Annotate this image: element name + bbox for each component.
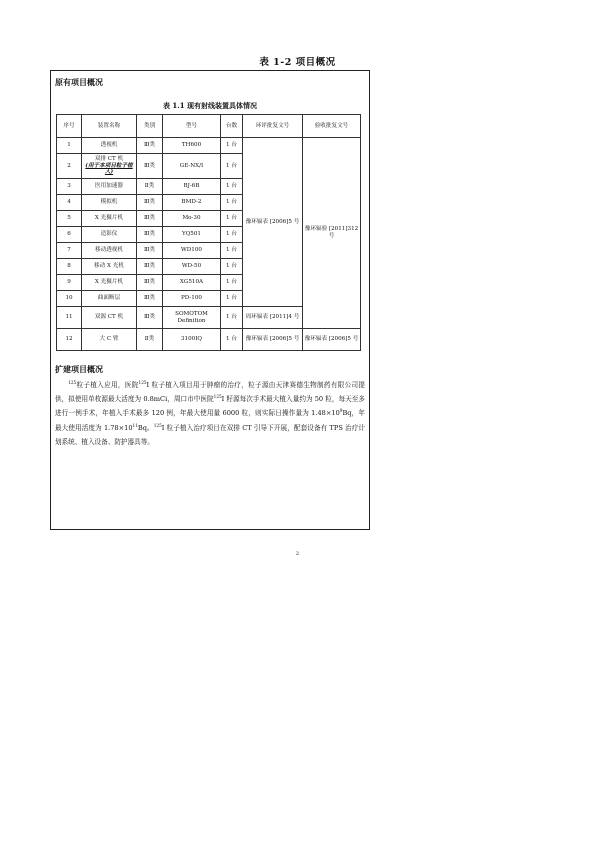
header-no: 序号: [57, 115, 82, 138]
cell-no: 9: [57, 275, 82, 291]
cell-model: WD-50: [163, 259, 221, 275]
header-name: 装置名称: [82, 115, 137, 138]
cell-model: XG510A: [163, 275, 221, 291]
cell-model: TH600: [163, 138, 221, 154]
cell-no: 4: [57, 195, 82, 211]
expansion-paragraph: [55, 378, 365, 449]
cell-name: 模拟机: [82, 195, 137, 211]
header-eia: 环评批复文号: [243, 115, 303, 138]
project-overview-frame: [50, 70, 370, 530]
exponent: 9: [339, 408, 343, 414]
cell-class: Ⅱ类: [137, 329, 163, 351]
cell-count: 1 台: [221, 138, 243, 154]
cell-model: BMD-2: [163, 195, 221, 211]
cell-name-note: (用于本项目粒子植入): [85, 162, 133, 176]
cell-name: 造影仪: [82, 227, 137, 243]
isotope-mass: 125: [68, 379, 77, 385]
cell-name: X 光摄片机: [82, 275, 137, 291]
para-text: Bq。: [137, 423, 154, 432]
table-caption: 表 1.1 现有射线装置具体情况: [162, 101, 258, 110]
cell-name: 移动透视机: [82, 243, 137, 259]
cell-acceptance: 豫环辐表 [2006]5 号: [303, 329, 361, 351]
table-row: [57, 329, 361, 351]
page-number: 2: [295, 551, 300, 557]
header-model: 型号: [163, 115, 221, 138]
cell-count: 1 台: [221, 227, 243, 243]
cell-no: 11: [57, 307, 82, 329]
cell-class: Ⅲ类: [137, 227, 163, 243]
cell-model: WD100: [163, 243, 221, 259]
para-text: I 粒子植入项目用于肿瘤的治疗，粒子源由天津赛德生物制药有限公司提供，拟使用单枚源最大活度为 0.8mCi，周口市中医院: [55, 381, 365, 404]
document-title: 表 1-2 项目概况: [259, 57, 336, 68]
cell-name: 医用加速器: [82, 179, 137, 195]
cell-count: 1 台: [221, 291, 243, 307]
header-class: 类别: [137, 115, 163, 138]
cell-class: Ⅲ类: [137, 154, 163, 179]
cell-class: Ⅲ类: [137, 195, 163, 211]
cell-count: 1 台: [221, 195, 243, 211]
cell-eia-group: 豫环辐表 [2006]5 号: [243, 138, 303, 307]
cell-count: 1 台: [221, 307, 243, 329]
para-text: I 粒子植入治疗项目在双排 CT 引导下开展，配套设备有 TPS 治疗计划系统、植入设备、防护器具等。: [55, 423, 365, 446]
cell-count: 1 台: [221, 275, 243, 291]
cell-model: BJ-6B: [163, 179, 221, 195]
cell-acceptance-group: 豫环辐验 [2011]312 号: [303, 138, 361, 329]
cell-class: Ⅲ类: [137, 138, 163, 154]
cell-name-text: 双排 CT 机: [94, 155, 124, 162]
isotope-mass: 125: [138, 379, 147, 385]
para-text: I 籽源每次手术最大植入量约为 50 粒，每天至多进行一例手术，年植入手术最多 120 例，年最大使用量 6000 粒，则实际日操作量为 1.48×10: [55, 395, 365, 418]
cell-eia: 周环辐表 [2011]4 号: [243, 307, 303, 329]
cell-no: 8: [57, 259, 82, 275]
header-acceptance: 验收批复文号: [303, 115, 361, 138]
cell-class: Ⅲ类: [137, 259, 163, 275]
cell-no: 1: [57, 138, 82, 154]
cell-model: SOMOTOM Definition: [163, 307, 221, 329]
cell-model: GE-NX/I: [163, 154, 221, 179]
cell-count: 1 台: [221, 329, 243, 351]
isotope-mass: 125: [153, 422, 162, 428]
cell-model: Mo-30: [163, 211, 221, 227]
section-expansion-heading: 扩建项目概况: [55, 364, 103, 374]
cell-count: 1 台: [221, 154, 243, 179]
cell-name: 双源 CT 机: [82, 307, 137, 329]
exponent: 11: [132, 422, 138, 428]
cell-class: Ⅱ类: [137, 179, 163, 195]
cell-name: [82, 154, 137, 179]
cell-model: YQ501: [163, 227, 221, 243]
cell-name: 大 C 臂: [82, 329, 137, 351]
header-count: 台数: [221, 115, 243, 138]
cell-no: 6: [57, 227, 82, 243]
cell-count: 1 台: [221, 179, 243, 195]
para-text: 粒子植入应用，医院: [76, 381, 139, 389]
cell-no: 10: [57, 291, 82, 307]
cell-no: 12: [57, 329, 82, 351]
cell-name: X 光摄片机: [82, 211, 137, 227]
cell-no: 5: [57, 211, 82, 227]
cell-model: PD-100: [163, 291, 221, 307]
cell-no: 2: [57, 154, 82, 179]
isotope-mass: 125: [213, 394, 222, 400]
para-text: Bq，年最大使用活度为 1.78×10: [55, 409, 365, 432]
cell-eia: 豫环辐表 [2006]5 号: [243, 329, 303, 351]
cell-class: Ⅲ类: [137, 275, 163, 291]
cell-model: 3100IQ: [163, 329, 221, 351]
table-header-row: [57, 115, 361, 138]
cell-class: Ⅲ类: [137, 211, 163, 227]
equipment-table: [56, 114, 361, 351]
cell-no: 3: [57, 179, 82, 195]
cell-no: 7: [57, 243, 82, 259]
section-existing-heading: 原有项目概况: [55, 77, 103, 87]
cell-class: Ⅲ类: [137, 243, 163, 259]
cell-count: 1 台: [221, 259, 243, 275]
cell-name: 透视机: [82, 138, 137, 154]
cell-name: 移动 X 光机: [82, 259, 137, 275]
cell-count: 1 台: [221, 243, 243, 259]
cell-class: Ⅲ类: [137, 291, 163, 307]
cell-count: 1 台: [221, 211, 243, 227]
cell-class: Ⅲ类: [137, 307, 163, 329]
cell-name: 曲面断层: [82, 291, 137, 307]
table-row: [57, 138, 361, 154]
